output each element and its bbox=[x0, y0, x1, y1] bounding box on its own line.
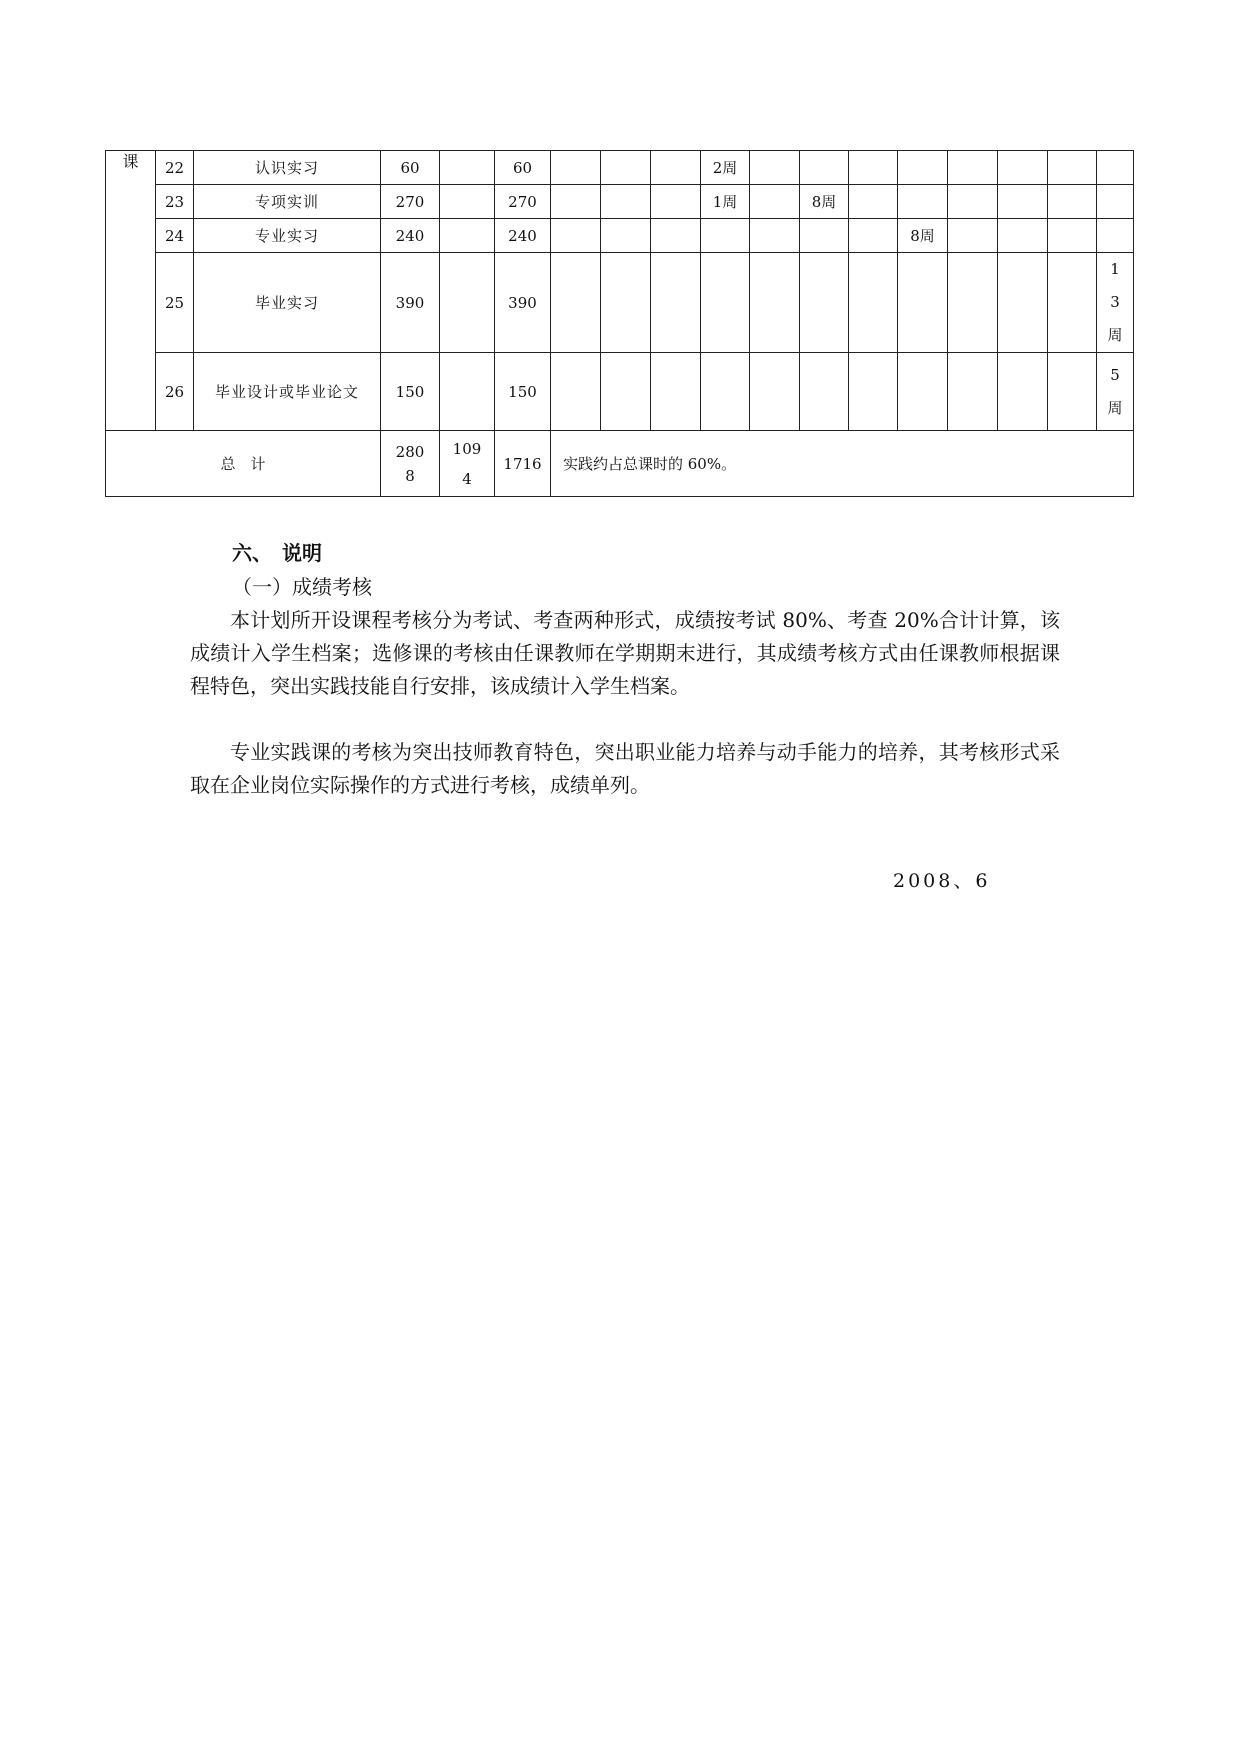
theory-hours bbox=[440, 185, 495, 219]
practice-hours: 240 bbox=[495, 219, 551, 253]
curriculum-table bbox=[105, 150, 1134, 497]
document-date: 2008、6 bbox=[893, 870, 991, 892]
course-name: 专项实训 bbox=[194, 185, 381, 219]
totals-label: 总 计 bbox=[106, 431, 381, 497]
semester-cell: 8周 bbox=[898, 219, 948, 253]
row-number: 23 bbox=[156, 185, 194, 219]
row-number: 24 bbox=[156, 219, 194, 253]
practice-hours: 60 bbox=[495, 151, 551, 185]
practice-hours: 270 bbox=[495, 185, 551, 219]
category-cell: 课 bbox=[106, 151, 156, 431]
total-hours: 150 bbox=[381, 353, 440, 431]
course-name: 毕业实习 bbox=[194, 253, 381, 353]
theory-hours bbox=[440, 253, 495, 353]
course-name: 专业实习 bbox=[194, 219, 381, 253]
course-name: 认识实习 bbox=[194, 151, 381, 185]
totals-theory: 1094 bbox=[440, 431, 495, 497]
semester-cell: 5 周 bbox=[1097, 353, 1134, 431]
total-hours: 270 bbox=[381, 185, 440, 219]
semester-cell: 1 3 周 bbox=[1097, 253, 1134, 353]
totals-row bbox=[106, 431, 1134, 497]
table-row bbox=[106, 219, 1134, 253]
row-number: 25 bbox=[156, 253, 194, 353]
semester-cell: 1周 bbox=[701, 185, 750, 219]
theory-hours bbox=[440, 219, 495, 253]
row-number: 22 bbox=[156, 151, 194, 185]
semester-cell: 2周 bbox=[701, 151, 750, 185]
table-row bbox=[106, 151, 1134, 185]
total-hours: 390 bbox=[381, 253, 440, 353]
total-hours: 60 bbox=[381, 151, 440, 185]
table-row bbox=[106, 353, 1134, 431]
paragraph-assessment: 本计划所开设课程考核分为考试、考查两种形式，成绩按考试 80%、考查 20%合计计算，该成绩计入学生档案；选修课的考核由任课教师在学期期末进行，其成绩考核方式由任课教师根据课程特色，突出实践技能自行安排，该成绩计入学生档案。 bbox=[190, 608, 1060, 698]
practice-hours: 390 bbox=[495, 253, 551, 353]
course-name: 毕业设计或毕业论文 bbox=[194, 353, 381, 431]
table-row bbox=[106, 185, 1134, 219]
row-number: 26 bbox=[156, 353, 194, 431]
practice-hours: 150 bbox=[495, 353, 551, 431]
paragraph-practice-assessment: 专业实践课的考核为突出技师教育特色，突出职业能力培养与动手能力的培养，其考核形式采取在企业岗位实际操作的方式进行考核，成绩单列。 bbox=[190, 740, 1060, 797]
total-hours: 240 bbox=[381, 219, 440, 253]
table-row bbox=[106, 253, 1134, 353]
semester-cell: 8周 bbox=[800, 185, 849, 219]
theory-hours bbox=[440, 151, 495, 185]
totals-practice: 1716 bbox=[495, 431, 551, 497]
theory-hours bbox=[440, 353, 495, 431]
section-heading: 六、 说明 bbox=[232, 541, 322, 565]
section-subheading: （一）成绩考核 bbox=[232, 575, 372, 599]
totals-note: 实践约占总课时的 60%。 bbox=[551, 431, 1134, 497]
totals-total: 2808 bbox=[381, 431, 440, 497]
